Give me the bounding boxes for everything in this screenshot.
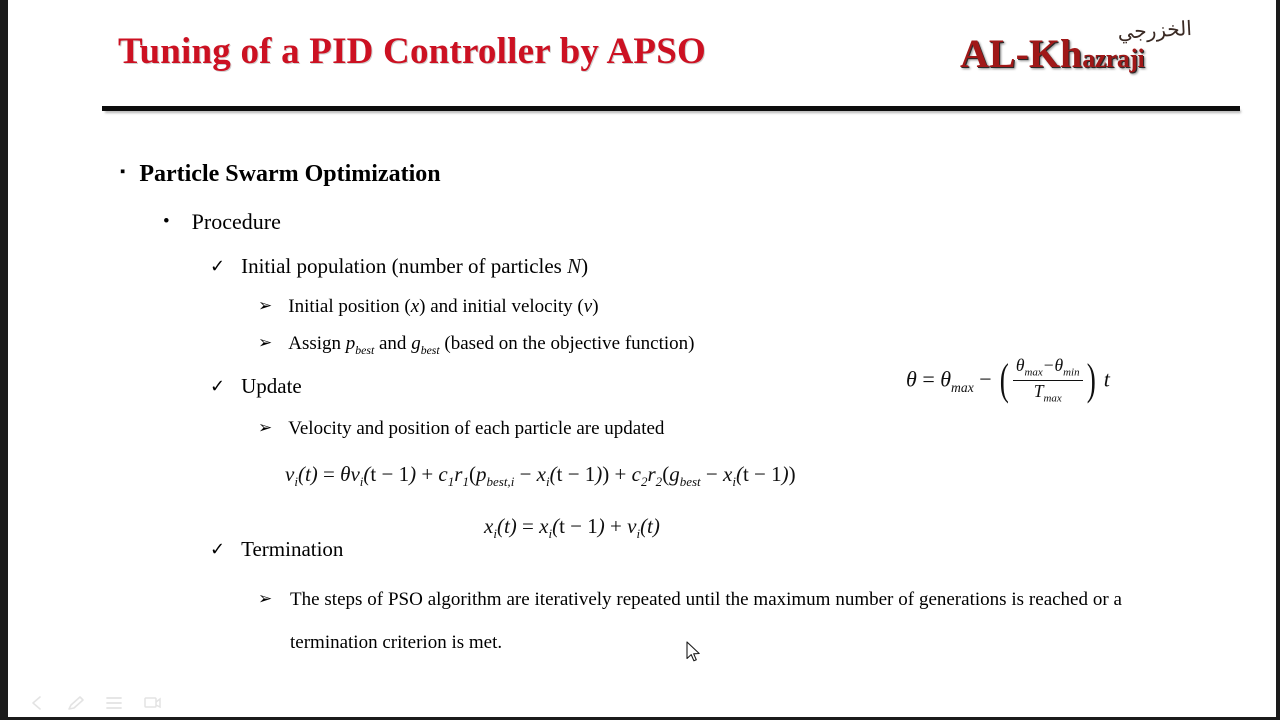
round-bullet-icon: • <box>163 211 170 232</box>
outline-item-initial-population <box>210 254 588 279</box>
right-paren: ) <box>1086 355 1096 404</box>
square-bullet-icon: ▪ <box>120 163 126 180</box>
inertia-weight-equation: $\theta = \theta_{max}$ − ( $\frac{\theta_{max}-\theta_{min}}{T_{max}}$ ) t <box>906 355 1110 405</box>
outline-subitem-label: Initial position (x) and initial velocity (v) <box>288 296 599 317</box>
logo-text-large: AL-Kh <box>960 31 1083 76</box>
logo-latin-text <box>960 31 1145 76</box>
arrow-bullet-icon: ➢ <box>258 333 273 353</box>
outline-subitem-label: Velocity and position of each particle are updated <box>288 418 665 439</box>
slide-right-border <box>1276 0 1280 720</box>
position-update-equation: $x_i(t) = x_i(t - 1) + v_i(t)$ <box>484 514 660 542</box>
outline-heading <box>120 161 441 188</box>
outline-item-label: Initial population (number of particles <box>241 254 568 278</box>
check-bullet-icon: ✓ <box>210 376 226 397</box>
outline-subitem-assign-best <box>258 333 694 358</box>
logo-text-small: azraji <box>1082 44 1145 73</box>
inertia-fraction: $\frac{\theta_{max}-\theta_{min}}{T_{max}}$ <box>1013 356 1083 404</box>
presenter-toolbar[interactable] <box>28 694 162 712</box>
outline-item-label: Termination <box>241 537 344 561</box>
left-paren: ( <box>999 355 1010 404</box>
slide-title: Tuning of a PID Controller by APSO <box>118 31 706 72</box>
symbol-N: N <box>567 254 582 278</box>
velocity-update-equation: $v_i(t) = \theta v_i(t - 1) + c_1r_1(p_{best,i} - x_i(t - 1)) + c_2r_2(g_{best} - x_i(t - 1))$ <box>285 462 796 490</box>
outline-item-label-tail: ) <box>581 254 589 278</box>
outline-level2-label: Procedure <box>191 209 281 234</box>
previous-slide-icon[interactable] <box>28 694 48 712</box>
logo-arabic-text: الخزرجي <box>1116 16 1193 44</box>
check-bullet-icon: ✓ <box>210 539 226 560</box>
check-bullet-icon: ✓ <box>210 256 226 277</box>
outline-item-update <box>210 374 302 399</box>
outline-item-termination <box>210 537 343 562</box>
outline-subitem-velocity-position <box>258 418 664 440</box>
outline-paragraph-termination <box>258 578 1122 664</box>
outline-paragraph-text: The steps of PSO algorithm are iteratively repeated until the maximum number of generations is reached or a termination criterion is met. <box>290 589 1122 653</box>
header-divider-rule <box>102 106 1240 111</box>
outline-subitem-label: Assign $p_{best}$ and $g_{best}$ (based on the objective function) <box>288 333 695 357</box>
arrow-bullet-icon: ➢ <box>258 418 273 438</box>
pen-icon[interactable] <box>66 694 86 712</box>
university-logo <box>960 18 1192 90</box>
slide-left-border <box>0 0 8 720</box>
arrow-bullet-icon: ➢ <box>258 589 273 609</box>
outline-subitem-initial-position <box>258 296 599 318</box>
outline-level2-procedure <box>163 209 281 235</box>
outline-item-label: Update <box>241 374 302 398</box>
menu-icon[interactable] <box>104 694 124 712</box>
outline-heading-label: Particle Swarm Optimization <box>139 161 441 187</box>
slide-view-icon[interactable] <box>142 694 162 712</box>
arrow-bullet-icon: ➢ <box>258 296 273 316</box>
